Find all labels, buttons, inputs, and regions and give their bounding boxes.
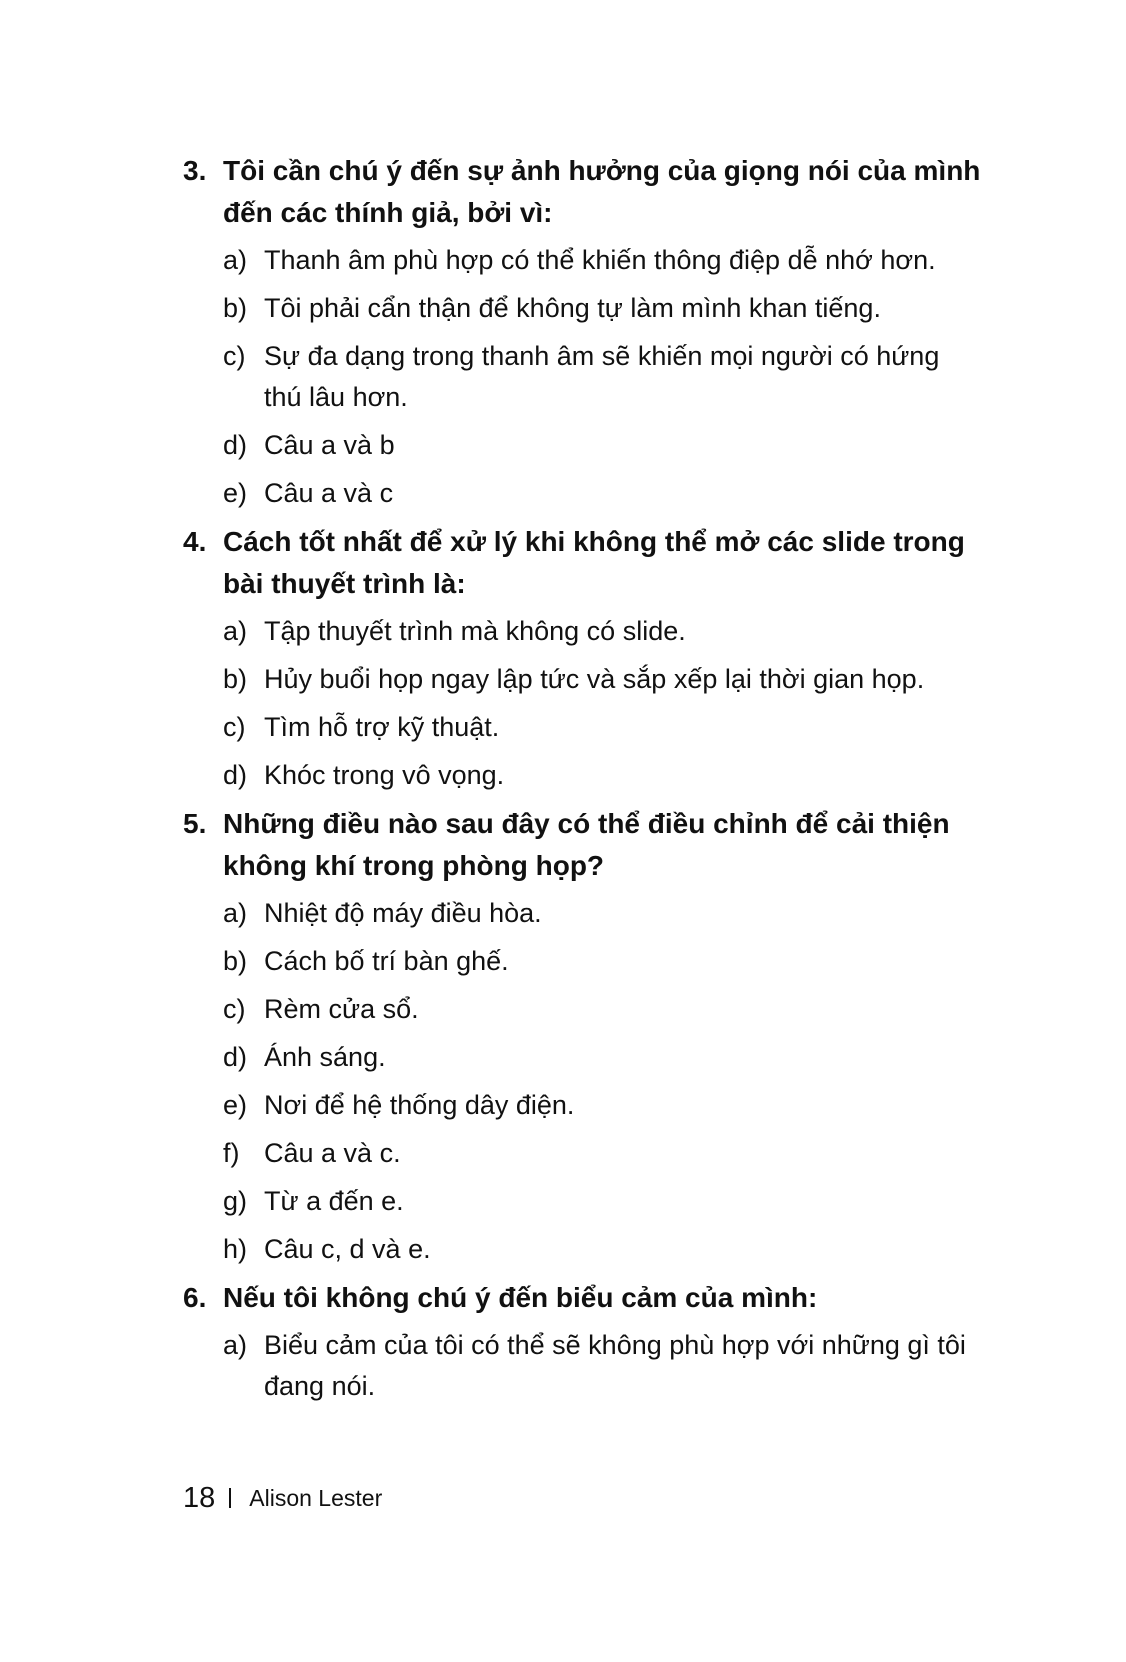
option-text: Khóc trong vô vọng. — [264, 760, 505, 790]
question-number: 5. — [183, 808, 207, 839]
option-letter: a) — [223, 245, 248, 275]
answer-option — [223, 1229, 983, 1270]
option-text: Cách bố trí bàn ghế. — [264, 946, 509, 976]
option-letter: f) — [223, 1138, 240, 1168]
answer-option — [223, 989, 983, 1030]
question-text: Tôi cần chú ý đến sự ảnh hưởng của giọng nói của mình đến các thính giả, bởi vì: — [223, 155, 981, 228]
page-number: 18 — [183, 1482, 216, 1514]
option-text: Tôi phải cẩn thận để không tự làm mình khan tiếng. — [264, 293, 881, 323]
option-text: Từ a đến e. — [264, 1186, 404, 1216]
question-heading — [183, 150, 983, 234]
quiz-content — [183, 150, 983, 1414]
question-text: Những điều nào sau đây có thể điều chỉnh để cải thiện không khí trong phòng họp? — [223, 808, 950, 881]
option-letter: e) — [223, 478, 248, 508]
question-text: Cách tốt nhất để xử lý khi không thể mở các slide trong bài thuyết trình là: — [223, 526, 965, 599]
option-letter: a) — [223, 616, 248, 646]
option-text: Nhiệt độ máy điều hòa. — [264, 898, 542, 928]
option-letter: c) — [223, 712, 246, 742]
answer-option — [223, 659, 983, 700]
option-text: Ánh sáng. — [264, 1042, 386, 1072]
author-name: Alison Lester — [249, 1485, 383, 1511]
answer-options — [223, 1325, 983, 1407]
option-letter: c) — [223, 341, 246, 371]
option-letter: a) — [223, 898, 248, 928]
question-4 — [183, 521, 983, 796]
question-heading — [183, 1277, 983, 1319]
option-text: Câu a và b — [264, 430, 395, 460]
answer-option — [223, 473, 983, 514]
question-3 — [183, 150, 983, 514]
question-number: 4. — [183, 526, 207, 557]
option-text: Tập thuyết trình mà không có slide. — [264, 616, 686, 646]
option-letter: e) — [223, 1090, 248, 1120]
page-footer — [183, 1480, 382, 1516]
option-letter: c) — [223, 994, 246, 1024]
option-letter: b) — [223, 293, 248, 323]
question-6 — [183, 1277, 983, 1407]
question-number: 3. — [183, 155, 207, 186]
option-text: Sự đa dạng trong thanh âm sẽ khiến mọi người có hứng thú lâu hơn. — [264, 341, 940, 412]
question-number: 6. — [183, 1282, 207, 1313]
option-text: Tìm hỗ trợ kỹ thuật. — [264, 712, 500, 742]
answer-option — [223, 611, 983, 652]
answer-option — [223, 941, 983, 982]
answer-options — [223, 893, 983, 1270]
footer-divider — [229, 1488, 231, 1508]
option-text: Câu a và c — [264, 478, 394, 508]
option-letter: d) — [223, 430, 248, 460]
option-text: Thanh âm phù hợp có thể khiến thông điệp dễ nhớ hơn. — [264, 245, 936, 275]
option-letter: d) — [223, 1042, 248, 1072]
option-text: Hủy buổi họp ngay lập tức và sắp xếp lại thời gian họp. — [264, 664, 925, 694]
question-heading — [183, 521, 983, 605]
answer-option — [223, 1037, 983, 1078]
option-letter: a) — [223, 1330, 248, 1360]
option-text: Nơi để hệ thống dây điện. — [264, 1090, 575, 1120]
option-text: Câu c, d và e. — [264, 1234, 431, 1264]
option-text: Câu a và c. — [264, 1138, 401, 1168]
option-text: Rèm cửa sổ. — [264, 994, 419, 1024]
question-heading — [183, 803, 983, 887]
option-text: Biểu cảm của tôi có thể sẽ không phù hợp với những gì tôi đang nói. — [264, 1330, 966, 1401]
answer-option — [223, 707, 983, 748]
question-5 — [183, 803, 983, 1270]
option-letter: d) — [223, 760, 248, 790]
answer-option — [223, 240, 983, 281]
option-letter: h) — [223, 1234, 248, 1264]
answer-option — [223, 893, 983, 934]
option-letter: b) — [223, 946, 248, 976]
option-letter: b) — [223, 664, 248, 694]
answer-option — [223, 425, 983, 466]
answer-option — [223, 755, 983, 796]
answer-option — [223, 288, 983, 329]
question-text: Nếu tôi không chú ý đến biểu cảm của mình: — [223, 1282, 818, 1313]
answer-option — [223, 336, 983, 418]
answer-options — [223, 611, 983, 796]
answer-option — [223, 1325, 983, 1407]
answer-option — [223, 1085, 983, 1126]
answer-option — [223, 1133, 983, 1174]
option-letter: g) — [223, 1186, 248, 1216]
answer-option — [223, 1181, 983, 1222]
answer-options — [223, 240, 983, 514]
